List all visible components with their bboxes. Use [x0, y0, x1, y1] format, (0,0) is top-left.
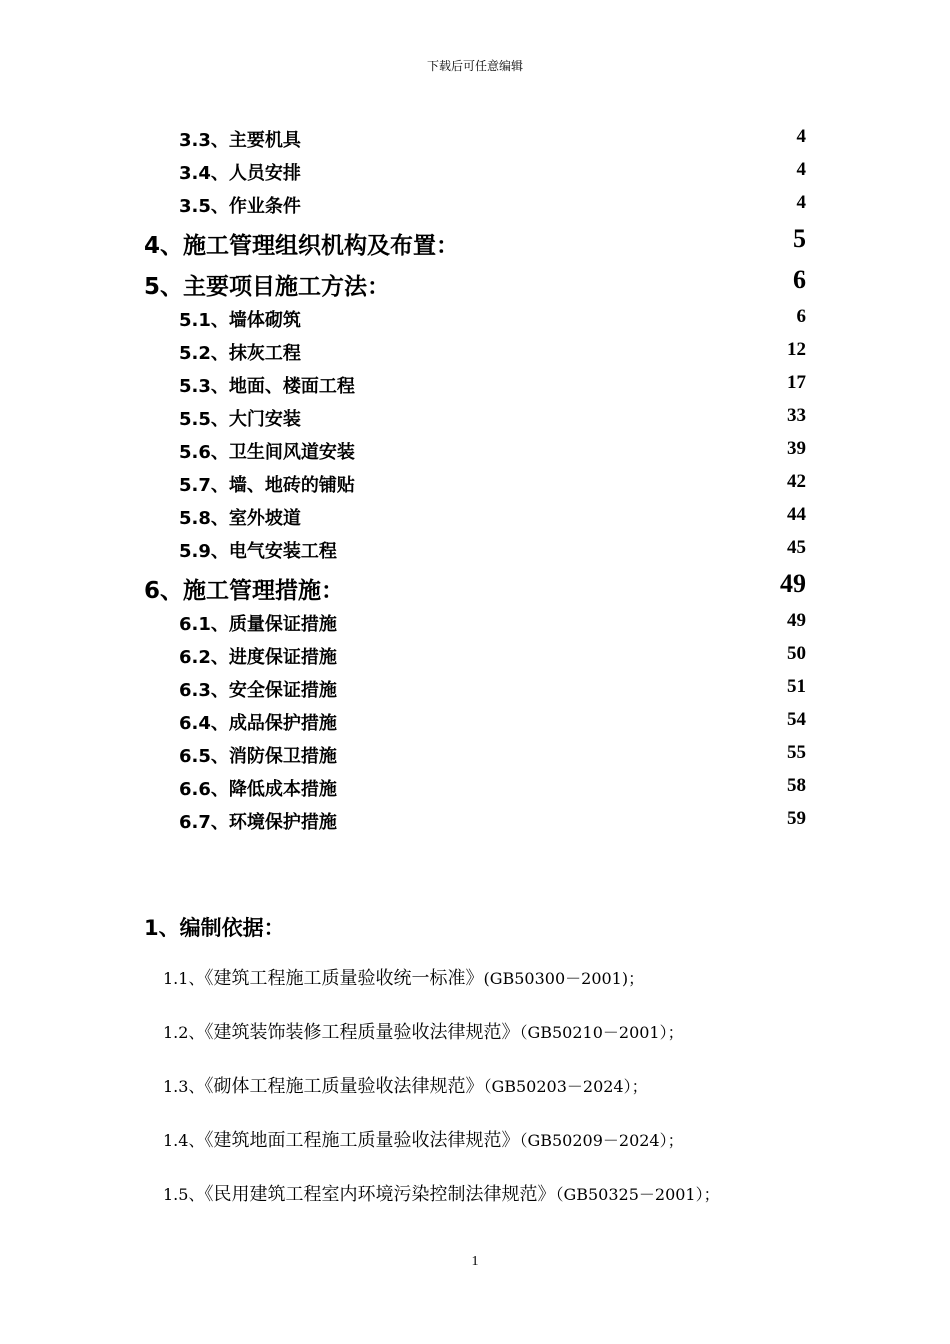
toc-entry-page: 4 [796, 126, 806, 147]
toc-entry-title: 5.9、电气安装工程 [179, 541, 337, 562]
toc-entry-title: 5.8、室外坡道 [179, 508, 301, 529]
toc-entry-title: 5、主要项目施工方法： [144, 274, 391, 300]
toc-entry[interactable] [0, 224, 950, 259]
toc-entry-page: 6 [793, 265, 806, 294]
reference-code: （GB50209－2024）； [519, 1131, 684, 1150]
toc-entry-page: 51 [787, 676, 806, 697]
toc-entry[interactable] [0, 808, 950, 838]
toc-entry-page: 50 [787, 643, 806, 664]
reference-code: （GB50325－2001）； [555, 1185, 720, 1204]
reference-num: 1.3、 [163, 1077, 205, 1096]
toc-entry-title: 6.5、消防保卫措施 [179, 746, 337, 767]
toc-entry[interactable] [0, 742, 950, 772]
toc-entry-page: 45 [787, 537, 806, 558]
toc-entry-page: 12 [787, 339, 806, 360]
toc-entry-page: 59 [787, 808, 806, 829]
toc-entry[interactable] [0, 405, 950, 435]
toc-entry-page: 17 [787, 372, 806, 393]
reference-item [163, 1126, 684, 1152]
toc-entry[interactable] [0, 775, 950, 805]
toc-entry-page: 54 [787, 709, 806, 730]
toc-entry-title: 5.5、大门安装 [179, 409, 301, 430]
toc-entry[interactable] [0, 537, 950, 567]
toc-entry-page: 33 [787, 405, 806, 426]
toc-entry[interactable] [0, 471, 950, 501]
toc-entry-title: 6、施工管理措施： [144, 578, 345, 604]
reference-title: 《建筑装饰装修工程质量验收法律规范》 [204, 1022, 520, 1043]
toc-entry-title: 3.3、主要机具 [179, 130, 301, 151]
toc-entry-title: 6.6、降低成本措施 [179, 779, 337, 800]
toc-entry-title: 6.4、成品保护措施 [179, 713, 337, 734]
reference-code: （GB50203－2024）； [483, 1077, 648, 1096]
reference-title: 《建筑地面工程施工质量验收法律规范》 [204, 1130, 520, 1151]
toc-entry[interactable] [0, 709, 950, 739]
reference-title: 《砌体工程施工质量验收法律规范》 [204, 1076, 484, 1097]
reference-title: 《建筑工程施工质量验收统一标准》 [204, 968, 484, 989]
section-title: 1、编制依据： [144, 916, 285, 940]
page-number: 1 [471, 1254, 479, 1269]
toc-entry-page: 4 [796, 159, 806, 180]
reference-item [163, 1180, 720, 1206]
toc-entry-page: 49 [787, 610, 806, 631]
toc-entry-title: 6.1、质量保证措施 [179, 614, 337, 635]
toc-entry-title: 3.5、作业条件 [179, 196, 301, 217]
page-header: 下载后可任意编辑 [426, 59, 523, 73]
toc-entry[interactable] [0, 504, 950, 534]
reference-item [163, 964, 644, 990]
reference-code: (GB50300－2001)； [483, 969, 645, 988]
reference-item [163, 1072, 648, 1098]
toc-entry-title: 5.3、地面、楼面工程 [179, 376, 355, 397]
toc-entry[interactable] [0, 438, 950, 468]
toc-entry-page: 39 [787, 438, 806, 459]
toc-entry[interactable] [0, 610, 950, 640]
toc-entry-page: 6 [796, 306, 806, 327]
reference-code: （GB50210－2001）； [519, 1023, 684, 1042]
reference-num: 1.1、 [163, 969, 205, 988]
reference-num: 1.2、 [163, 1023, 205, 1042]
toc-entry-page: 4 [796, 192, 806, 213]
reference-item [163, 1018, 684, 1044]
toc-entry[interactable] [0, 159, 950, 189]
toc-entry-title: 5.1、墙体砌筑 [179, 310, 301, 331]
toc-entry[interactable] [0, 569, 950, 604]
toc-entry-page: 58 [787, 775, 806, 796]
toc-entry-title: 6.3、安全保证措施 [179, 680, 337, 701]
toc-entry-page: 49 [780, 569, 806, 598]
toc-entry[interactable] [0, 265, 950, 300]
toc-entry-title: 5.6、卫生间风道安装 [179, 442, 355, 463]
toc-entry-title: 6.2、进度保证措施 [179, 647, 337, 668]
toc-entry[interactable] [0, 306, 950, 336]
toc-entry-title: 5.2、抹灰工程 [179, 343, 301, 364]
toc-entry-title: 6.7、环境保护措施 [179, 812, 337, 833]
reference-title: 《民用建筑工程室内环境污染控制法律规范》 [204, 1184, 556, 1205]
toc-entry-title: 3.4、人员安排 [179, 163, 301, 184]
toc-entry-title: 5.7、墙、地砖的铺贴 [179, 475, 355, 496]
toc-entry[interactable] [0, 372, 950, 402]
toc-entry-page: 42 [787, 471, 806, 492]
toc-entry[interactable] [0, 126, 950, 156]
toc-entry[interactable] [0, 643, 950, 673]
toc-entry[interactable] [0, 192, 950, 222]
toc-entry[interactable] [0, 676, 950, 706]
reference-num: 1.4、 [163, 1131, 205, 1150]
toc-entry[interactable] [0, 339, 950, 369]
reference-num: 1.5、 [163, 1185, 205, 1204]
toc-entry-title: 4、施工管理组织机构及布置： [144, 233, 460, 259]
toc-entry-page: 5 [793, 224, 806, 253]
toc-entry-page: 44 [787, 504, 806, 525]
toc-entry-page: 55 [787, 742, 806, 763]
